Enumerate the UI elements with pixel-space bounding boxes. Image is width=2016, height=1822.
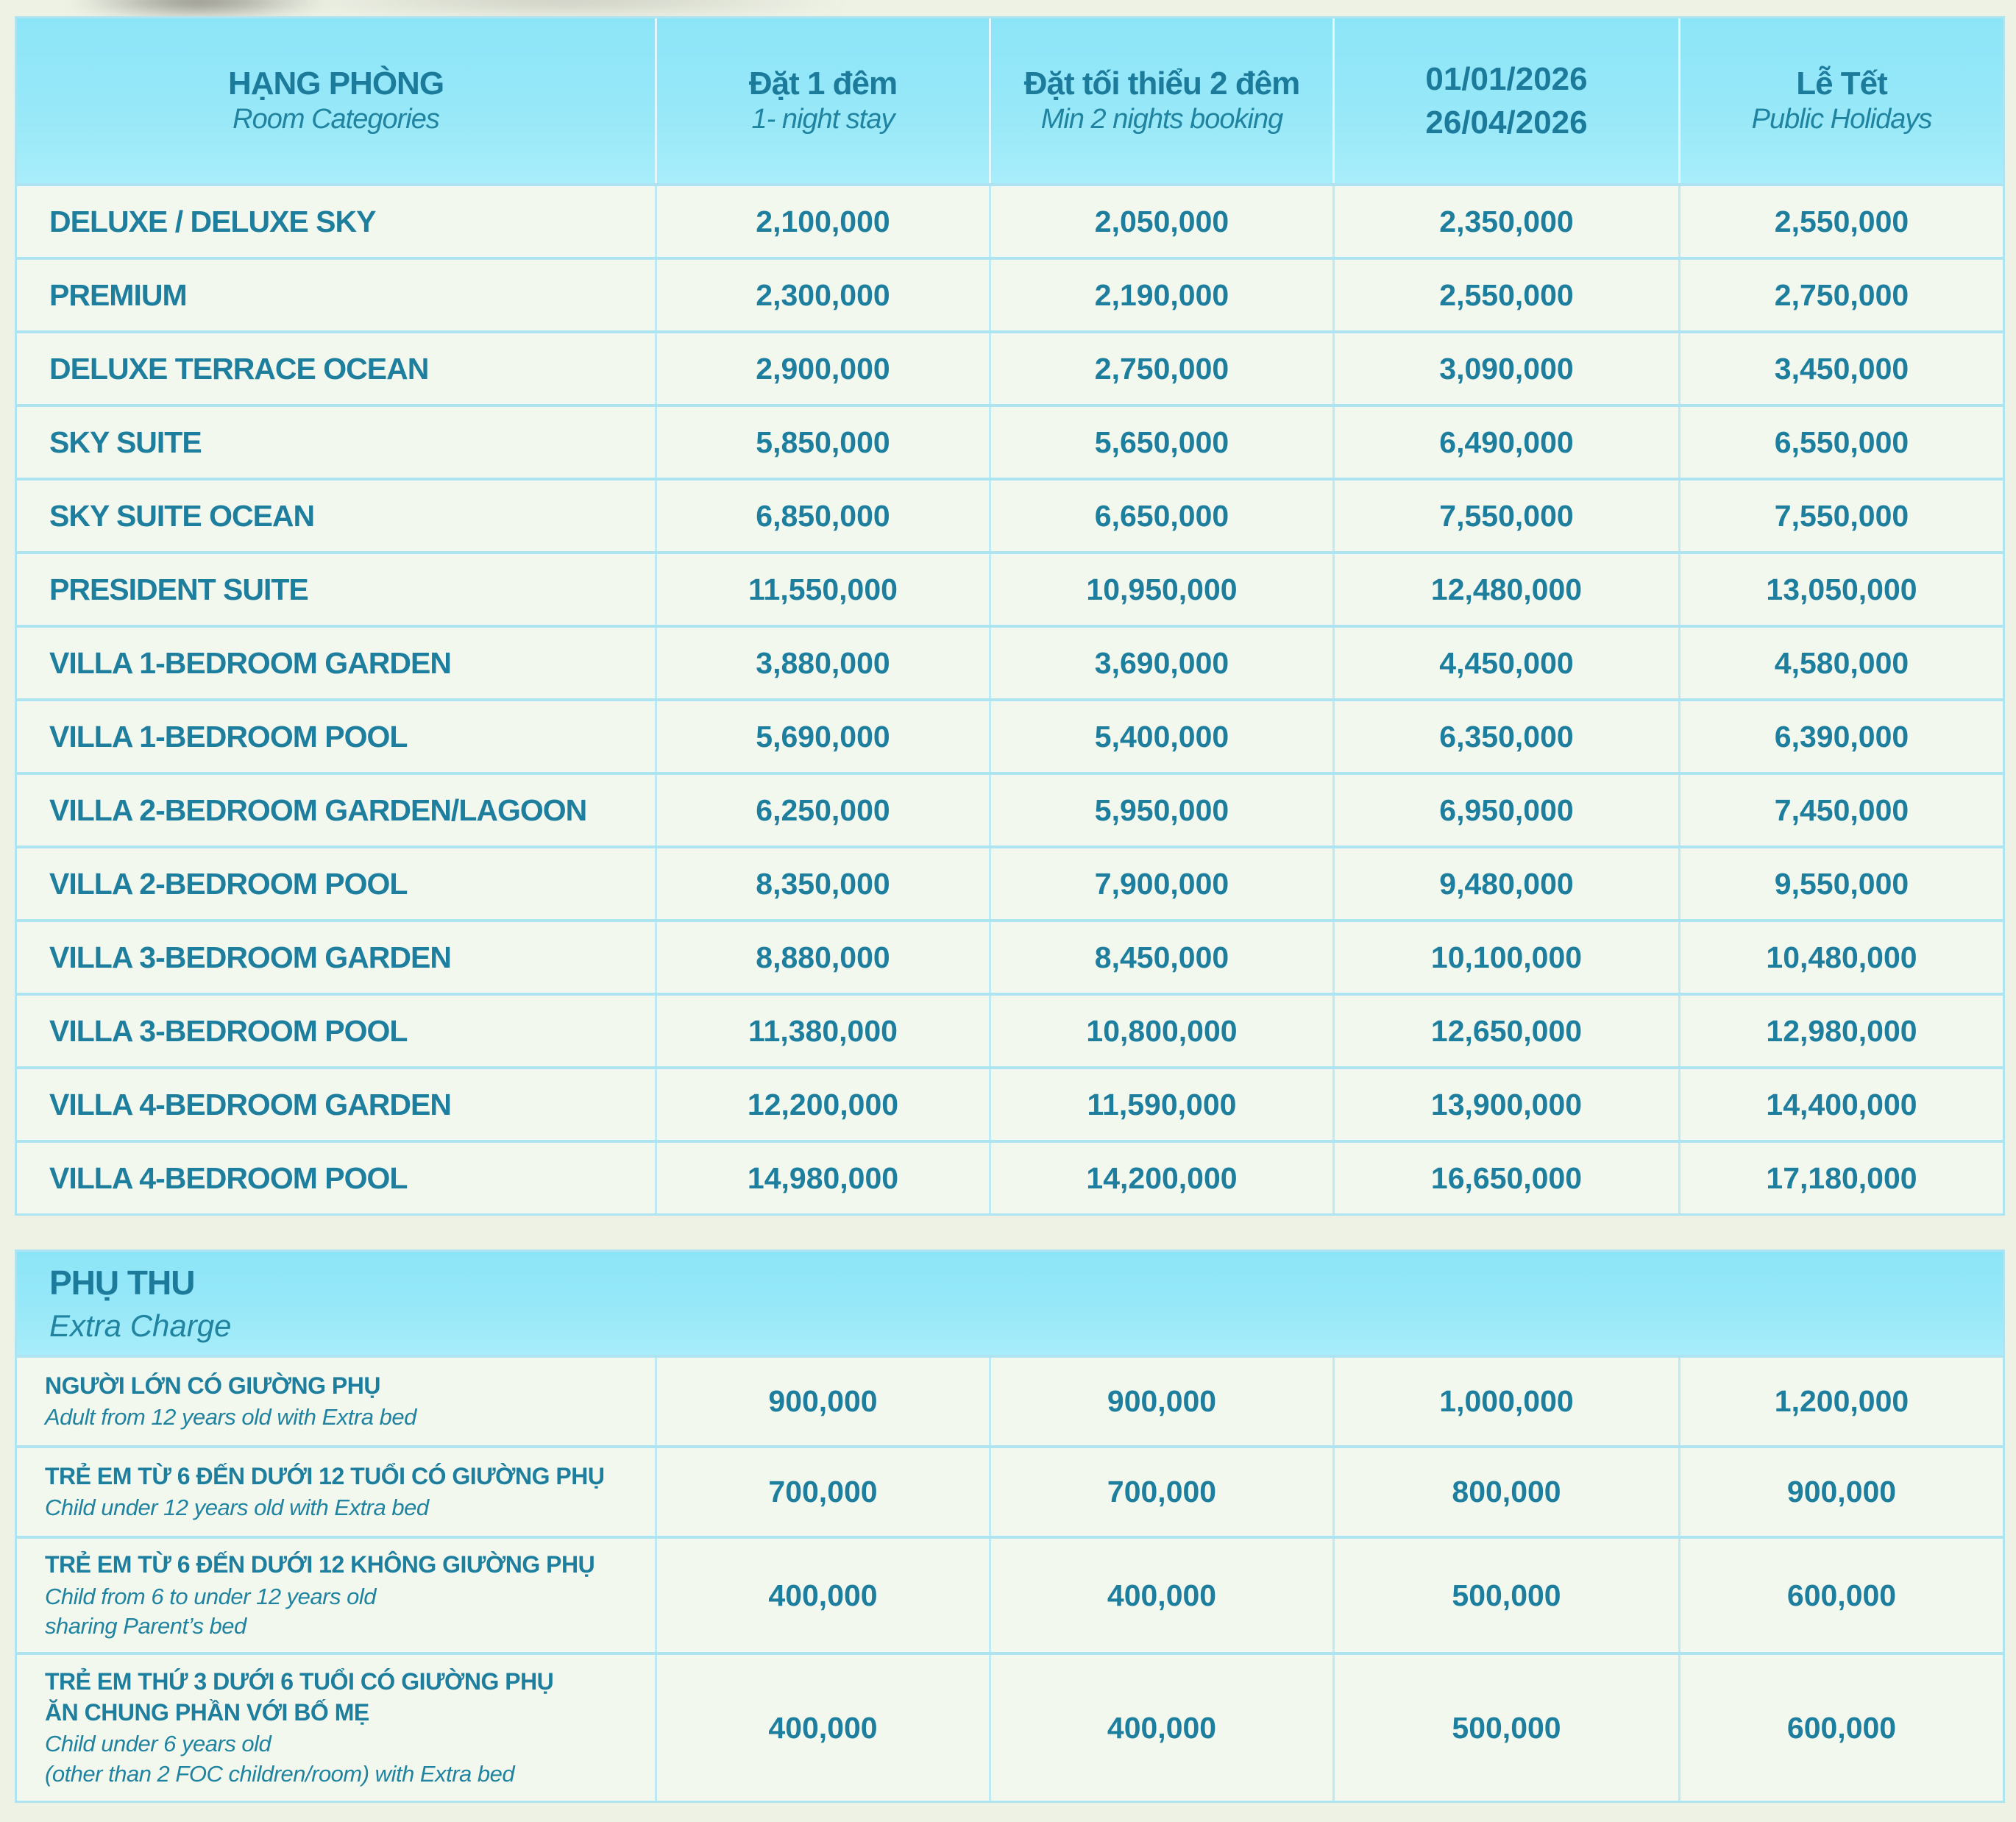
table-row	[17, 1069, 2003, 1140]
price-2nights: 3,690,000	[1094, 645, 1229, 680]
extra-charge-row	[17, 1539, 2003, 1652]
room-category-label: DELUXE / DELUXE SKY	[49, 204, 376, 238]
price-2nights: 2,190,000	[1094, 277, 1229, 312]
header-special-dates-text: 01/01/2026 26/04/2026	[1425, 60, 1588, 141]
price-1night: 900,000	[768, 1384, 878, 1418]
price-1night: 8,350,000	[756, 866, 890, 901]
price-1night: 14,980,000	[747, 1160, 899, 1195]
price-special-dates: 10,100,000	[1430, 940, 1583, 974]
header-one-night-en: 1- night stay	[751, 104, 895, 135]
price-1night: 12,200,000	[747, 1087, 899, 1121]
extra-charge-row	[17, 1448, 2003, 1536]
price-1night: 8,880,000	[756, 940, 890, 974]
price-holidays: 1,200,000	[1774, 1384, 1909, 1418]
table-row	[17, 848, 2003, 919]
price-2nights: 10,950,000	[1086, 572, 1238, 606]
price-1night: 400,000	[768, 1710, 878, 1745]
price-special-dates: 12,650,000	[1430, 1013, 1583, 1048]
price-holidays: 13,050,000	[1766, 572, 1917, 606]
price-holidays: 14,400,000	[1766, 1087, 1917, 1121]
extra-charge-label-vn: TRẺ EM TỪ 6 ĐẾN DƯỚI 12 KHÔNG GIƯỜNG PHỤ	[45, 1550, 595, 1578]
price-holidays: 2,750,000	[1774, 277, 1909, 312]
price-1night: 5,690,000	[756, 719, 890, 754]
extra-charge-banner	[17, 1252, 2003, 1355]
price-2nights: 6,650,000	[1094, 498, 1229, 533]
table-header-row	[17, 18, 2003, 183]
price-special-dates: 6,950,000	[1439, 793, 1574, 827]
paper-smudge	[280, 0, 853, 16]
header-room-en: Room Categories	[233, 104, 439, 135]
table-row	[17, 186, 2003, 257]
extra-charge-label-en: Child under 6 years old (other than 2 FOC children/room) with Extra bed	[45, 1731, 515, 1787]
price-special-dates: 500,000	[1452, 1710, 1561, 1745]
price-special-dates: 3,090,000	[1439, 351, 1574, 386]
price-holidays: 6,550,000	[1774, 425, 1909, 459]
extra-charge-row	[17, 1358, 2003, 1445]
price-2nights: 400,000	[1107, 1710, 1217, 1745]
header-min-two-nights	[991, 18, 1332, 183]
table-row	[17, 701, 2003, 772]
price-special-dates: 6,490,000	[1439, 425, 1574, 459]
price-1night: 700,000	[768, 1475, 878, 1509]
price-holidays: 7,550,000	[1774, 498, 1909, 533]
extra-charge-title-vn: PHỤ THU	[49, 1263, 195, 1302]
price-2nights: 8,450,000	[1094, 940, 1229, 974]
room-category-label: VILLA 1-BEDROOM POOL	[49, 719, 408, 754]
extra-charge-row	[17, 1655, 2003, 1801]
room-category-label: SKY SUITE OCEAN	[49, 498, 315, 533]
price-holidays: 7,450,000	[1774, 793, 1909, 827]
table-row	[17, 1143, 2003, 1213]
price-2nights: 11,590,000	[1087, 1087, 1237, 1121]
price-holidays: 3,450,000	[1774, 351, 1909, 386]
header-min-two-nights-en: Min 2 nights booking	[1040, 104, 1283, 135]
price-1night: 5,850,000	[756, 425, 890, 459]
room-category-label: VILLA 4-BEDROOM GARDEN	[49, 1087, 451, 1121]
room-category-label: VILLA 3-BEDROOM GARDEN	[49, 940, 451, 974]
room-category-label: SKY SUITE	[49, 425, 202, 459]
header-holidays-en: Public Holidays	[1751, 104, 1932, 135]
extra-charge-table	[15, 1249, 2005, 1803]
price-2nights: 2,750,000	[1094, 351, 1229, 386]
room-category-label: PRESIDENT SUITE	[49, 572, 308, 606]
price-1night: 6,850,000	[756, 498, 890, 533]
price-holidays: 17,180,000	[1766, 1160, 1917, 1195]
room-rates-table	[15, 16, 2005, 1216]
price-special-dates: 16,650,000	[1430, 1160, 1583, 1195]
room-category-label: VILLA 1-BEDROOM GARDEN	[49, 645, 451, 680]
table-row	[17, 554, 2003, 625]
header-special-dates	[1335, 18, 1678, 183]
price-2nights: 2,050,000	[1094, 204, 1229, 238]
price-holidays: 10,480,000	[1766, 940, 1917, 974]
price-special-dates: 800,000	[1452, 1475, 1561, 1509]
room-category-label: DELUXE TERRACE OCEAN	[49, 351, 429, 386]
price-holidays: 12,980,000	[1766, 1013, 1917, 1048]
price-2nights: 10,800,000	[1086, 1013, 1238, 1048]
price-1night: 11,550,000	[748, 572, 898, 606]
room-category-label: PREMIUM	[49, 277, 187, 312]
price-holidays: 600,000	[1786, 1710, 1897, 1745]
price-special-dates: 1,000,000	[1439, 1384, 1574, 1418]
price-special-dates: 2,350,000	[1439, 204, 1574, 238]
room-category-label: VILLA 2-BEDROOM POOL	[49, 866, 408, 901]
header-one-night-vn: Đặt 1 đêm	[748, 65, 898, 102]
table-row	[17, 996, 2003, 1066]
price-2nights: 900,000	[1107, 1384, 1217, 1418]
header-public-holidays	[1680, 18, 2003, 183]
price-2nights: 400,000	[1107, 1578, 1217, 1612]
price-1night: 11,380,000	[748, 1013, 898, 1048]
price-special-dates: 9,480,000	[1439, 866, 1574, 901]
price-special-dates: 7,550,000	[1439, 498, 1574, 533]
extra-charge-label-en: Child under 12 years old with Extra bed	[45, 1495, 429, 1521]
header-room-categories	[17, 18, 655, 183]
price-special-dates: 4,450,000	[1439, 645, 1574, 680]
price-holidays: 900,000	[1786, 1475, 1897, 1509]
price-holidays: 6,390,000	[1774, 719, 1909, 754]
table-row	[17, 481, 2003, 551]
extra-charge-label-en: Adult from 12 years old with Extra bed	[45, 1404, 416, 1431]
header-one-night	[657, 18, 989, 183]
price-1night: 3,880,000	[756, 645, 890, 680]
price-1night: 2,900,000	[756, 351, 890, 386]
price-holidays: 2,550,000	[1774, 204, 1909, 238]
extra-charge-label-vn: TRẺ EM THỨ 3 DƯỚI 6 TUỔI CÓ GIƯỜNG PHỤ ĂN CHUNG PHẦN VỚI BỐ MẸ	[45, 1668, 554, 1726]
price-special-dates: 500,000	[1452, 1578, 1561, 1612]
extra-charge-title-en: Extra Charge	[49, 1308, 232, 1343]
price-special-dates: 6,350,000	[1439, 719, 1574, 754]
header-min-two-nights-vn: Đặt tối thiểu 2 đêm	[1023, 65, 1300, 102]
table-row	[17, 333, 2003, 404]
price-2nights: 5,650,000	[1094, 425, 1229, 459]
price-special-dates: 2,550,000	[1439, 277, 1574, 312]
price-holidays: 600,000	[1786, 1578, 1897, 1612]
header-holidays-vn: Lễ Tết	[1796, 65, 1887, 102]
price-2nights: 700,000	[1107, 1475, 1217, 1509]
table-row	[17, 260, 2003, 330]
header-room-vn: HẠNG PHÒNG	[227, 65, 444, 102]
table-row	[17, 775, 2003, 846]
price-holidays: 9,550,000	[1774, 866, 1909, 901]
price-1night: 400,000	[768, 1578, 878, 1612]
price-special-dates: 12,480,000	[1430, 572, 1583, 606]
extra-charge-label-vn: NGƯỜI LỚN CÓ GIƯỜNG PHỤ	[45, 1372, 380, 1399]
table-row	[17, 922, 2003, 993]
price-2nights: 7,900,000	[1094, 866, 1229, 901]
table-row	[17, 628, 2003, 698]
price-2nights: 14,200,000	[1086, 1160, 1238, 1195]
extra-charge-label-en: Child from 6 to under 12 years old sharing Parent’s bed	[45, 1583, 376, 1639]
price-1night: 2,300,000	[756, 277, 890, 312]
price-1night: 6,250,000	[756, 793, 890, 827]
room-category-label: VILLA 2-BEDROOM GARDEN/LAGOON	[49, 793, 587, 827]
room-category-label: VILLA 3-BEDROOM POOL	[49, 1013, 408, 1048]
price-2nights: 5,400,000	[1094, 719, 1229, 754]
extra-charge-label-vn: TRẺ EM TỪ 6 ĐẾN DƯỚI 12 TUỔI CÓ GIƯỜNG PHỤ	[45, 1462, 605, 1489]
table-row	[17, 407, 2003, 478]
price-2nights: 5,950,000	[1094, 793, 1229, 827]
room-category-label: VILLA 4-BEDROOM POOL	[49, 1160, 408, 1195]
price-1night: 2,100,000	[756, 204, 890, 238]
price-special-dates: 13,900,000	[1430, 1087, 1583, 1121]
price-holidays: 4,580,000	[1774, 645, 1909, 680]
